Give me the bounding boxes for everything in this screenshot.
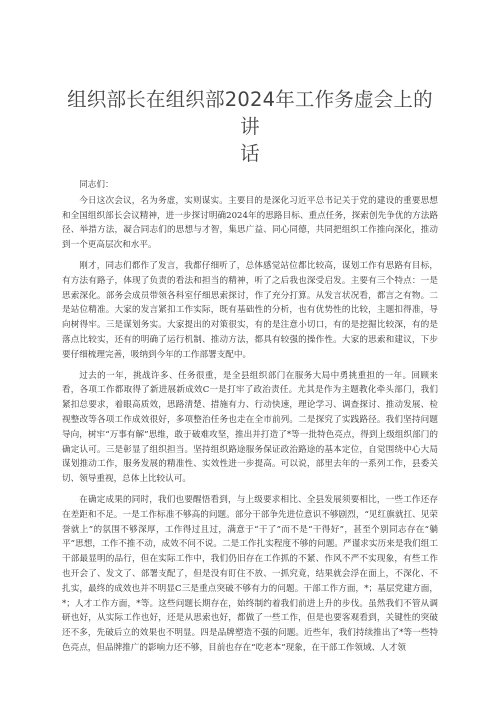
title-line-2: 话 xyxy=(240,142,260,165)
paragraph-3: 过去的一年，挑战许多、任务很重，是全县组织部门在服务大局中勇挑重担的一年。回顾来看，各项工作都取得了新进展新成效C一是打牢了政治责任。尤其是作为主题教化牵头部门，我们紧扣总要求，着眼高质效，思路清楚、措施有力、行动快速，理论学习、调查探讨、推动发展、检视整改等各项工作成效很好，多项整治任务也走在全市前列。二是探究了实践路径。我们坚持问题导向，树牢“万事有解”思维，敢于破难攻坚，推出并打造了*等一批特色亮点，得到上级组织部门的确定认可。三是彰显了组织担当。坚持组织路途服务保证政治路途的基本定位，自觉围绕中心大局谋划推动工作，服务发展的精准性、实效性进一步提高。可以说，部里去年的一系列工作，县委关切、领导重视，总体上比较认可。 xyxy=(62,370,438,485)
document-title xyxy=(62,86,438,167)
paragraph-2: 刚才，同志们都作了发言，我都仔细听了，总体感觉站位都比较高，谋划工作有思路有目标，有方法有路子，体现了负责的看法和担当的精神，听了之后我也深受启发。主要有三个特点：一是思索深化。部务会成员带领各科室仔细思索探讨，作了充分打算。从发言状况看，都言之有物。二是站位精准。大家的发言紧扣工作实际，既有基础性的分析，也有优势性的比较，主题扣得准，导向树得牢。三是谋划务实。大家提出的对策很实，有的是注意小切口，有的是挖掘比较深，有的是落点比较实，还有的明确了运行机制、推动方法，都具有较强的操作性。大家的思索和建议，下步要仔细梳理完善，吸纳到今年的工作部署支配中。 xyxy=(62,260,438,360)
paragraph-1: 今日这次会议，名为务虚，实则谋实。主要目的是深化习近平总书记关于党的建设的重要思想和全国组织部长会议精神，进一步探讨明确2024年的思路目标、重点任务，探索创先争优的方法路径、举措方法，凝合同志们的思想与才智，集思广益、同心同德，共同把组织工作推向深化，推动到一个更高层次和水平。 xyxy=(62,195,438,251)
title-line-1: 组织部长在组织部2024年工作务虚会上的讲 xyxy=(67,88,433,138)
paragraph-4: 在确定成果的同时，我们也要醒悟看到，与上级要求相比、全县发展须要相比，一些工作还存在差距和不足。一是工作标准不够高的问题。部分干部争先进位意识不够剧烈，“见红旗就扛、见荣誉就上”的氛围不够深厚，工作得过且过，满意于“干了”而不是“干得好”，甚至个别同志存在“躺平”思想，工作不推不动，成效不问不说。二是工作扎实程度不够的问题。严谨求实历来是我们组工干部最显明的品行，但在实际工作中，我们仍旧存在工作抓的不紧、作风不严不实现象，有些工作也开会了、发文了、部署支配了，但是没有盯住不放、一抓究竟，结果就会浮在面上，不深化、不扎实，最终的成效也并不明显C三是重点突破不够有力的问题。干部工作方面，*；基层党建方面，*；人才工作方面，*等。这些问题长期存在，始终制约着我们前进上升的步伐。虽然我们不管从调研也好，从实际工作也好，还是从思索也好，都做了一些工作，但是也要客观看到，关键性的突破还不多，先破后立的效果也不明显。四是品牌塑造不强的问题。近些年，我们持续推出了*等一些特色亮点，但品牌推广的影响力还不够，目前也存在“吃老本”现象，在干部工作领域、人才领 xyxy=(62,494,438,653)
greeting: 同志们： xyxy=(79,180,114,190)
